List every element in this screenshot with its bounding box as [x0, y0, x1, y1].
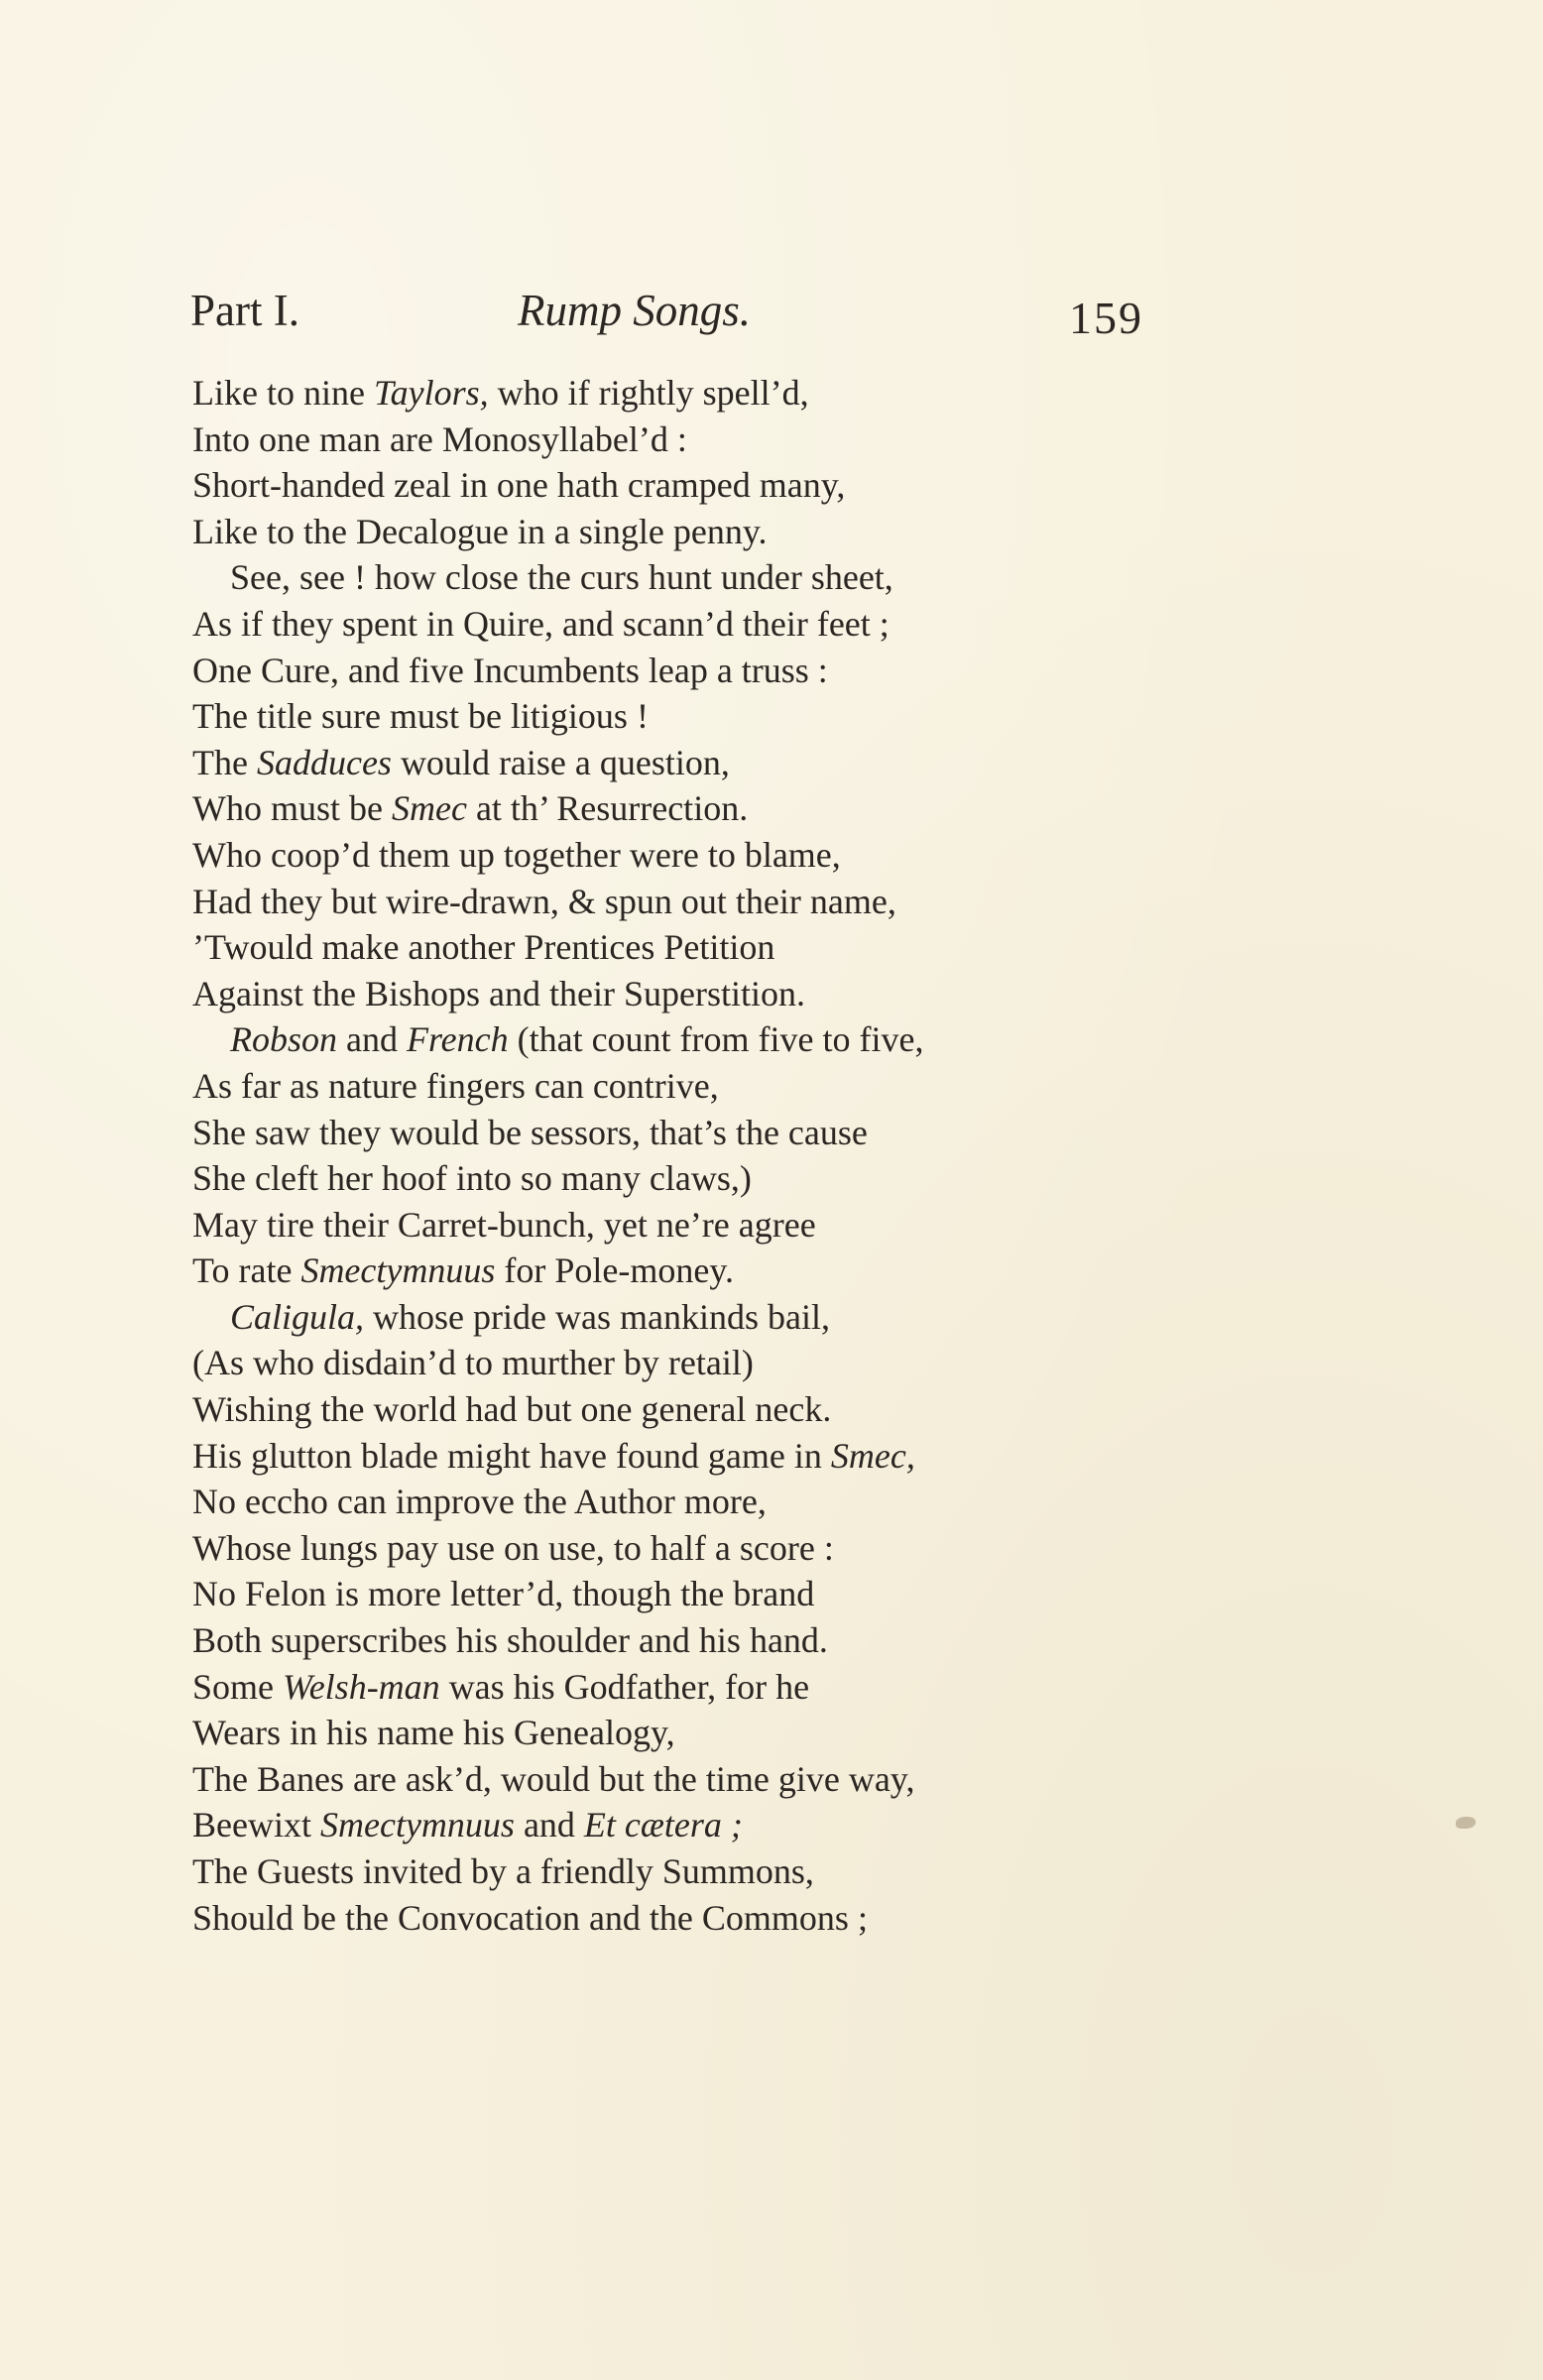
verse-line: [192, 1340, 1144, 1386]
verse-text: Both superscribes his shoulder and his hand.: [192, 1620, 828, 1661]
verse-line: [192, 416, 1144, 463]
page-number: 159: [1069, 293, 1143, 343]
italic-text: Et cætera ;: [583, 1805, 743, 1845]
verse-text: Short-handed zeal in one hath cramped many,: [192, 465, 846, 506]
verse-line: [192, 1664, 1144, 1711]
verse-text: May tire their Carret-bunch, yet ne’re agree: [192, 1204, 816, 1245]
italic-text: Caligula,: [230, 1296, 365, 1337]
verse-text: Beewixt: [192, 1805, 320, 1845]
verse-line: [192, 1433, 1144, 1480]
verse-text: No eccho can improve the Author more,: [192, 1482, 767, 1522]
verse-text: His glutton blade might have found game in: [192, 1435, 831, 1476]
verse-text: The Guests invited by a friendly Summons,: [192, 1851, 814, 1891]
verse-line: [192, 462, 1144, 509]
verse-text: Wears in his name his Genealogy,: [192, 1713, 675, 1753]
verse-text: Into one man are Monosyllabel’d :: [192, 418, 687, 459]
verse-text: The title sure must be litigious !: [192, 696, 649, 737]
verse-body: [192, 370, 1144, 1941]
verse-line: [192, 1155, 1144, 1202]
italic-text: Smectymnuus: [300, 1250, 496, 1291]
verse-line: [192, 1802, 1144, 1848]
verse-text: and: [514, 1805, 584, 1845]
verse-line: [192, 1248, 1144, 1294]
verse-line: [192, 1386, 1144, 1433]
verse-text: The: [192, 742, 257, 782]
verse-text: Whose lungs pay use on use, to half a score :: [192, 1527, 834, 1568]
italic-text: Smec,: [830, 1435, 915, 1476]
verse-line: [192, 509, 1144, 555]
verse-text: Like to the Decalogue in a single penny.: [192, 511, 768, 551]
verse-line: [192, 554, 1144, 601]
verse-line: [192, 879, 1144, 925]
verse-text: One Cure, and five Incumbents leap a truss :: [192, 650, 828, 690]
verse-line: [192, 1895, 1144, 1942]
verse-text: See, see ! how close the curs hunt under sheet,: [230, 557, 893, 598]
verse-line: [192, 1571, 1144, 1617]
italic-text: Welsh-man: [283, 1666, 440, 1707]
verse-text: Should be the Convocation and the Commons ;: [192, 1897, 868, 1938]
verse-line: [192, 1110, 1144, 1156]
verse-line: [192, 1525, 1144, 1572]
verse-text: ’Twould make another Prentices Petition: [192, 927, 775, 968]
italic-text: Sadduces: [256, 742, 392, 782]
verse-text: Like to nine: [192, 373, 374, 413]
verse-line: [192, 785, 1144, 832]
verse-line: [192, 1202, 1144, 1249]
verse-text: Against the Bishops and their Superstition.: [192, 973, 805, 1013]
running-title: Rump Songs.: [518, 286, 751, 335]
verse-line: [192, 601, 1144, 648]
verse-text: and: [337, 1019, 407, 1060]
verse-text: whose pride was mankinds bail,: [364, 1296, 830, 1337]
verse-text: was his Godfather, for he: [439, 1666, 810, 1707]
verse-text: Who coop’d them up together were to blame,: [192, 834, 841, 875]
verse-text: Had they but wire-drawn, & spun out their name,: [192, 881, 896, 921]
verse-line: [192, 1710, 1144, 1756]
verse-text: Some: [192, 1666, 284, 1707]
verse-text: The Banes are ask’d, would but the time give way,: [192, 1758, 915, 1799]
verse-text: at th’ Resurrection.: [466, 788, 749, 829]
verse-text: To rate: [192, 1250, 301, 1291]
verse-line: [192, 971, 1144, 1017]
italic-text: Robson: [230, 1019, 337, 1060]
verse-line: [192, 1756, 1144, 1803]
verse-text: for Pole-money.: [495, 1250, 734, 1291]
italic-text: French: [406, 1019, 509, 1060]
verse-line: [192, 1294, 1144, 1341]
verse-text: Wishing the world had but one general neck.: [192, 1389, 832, 1430]
running-head: [190, 276, 1142, 345]
verse-text: (that count from five to five,: [508, 1019, 924, 1060]
verse-line: [192, 1617, 1144, 1664]
verse-line: [192, 924, 1144, 971]
ink-speck: [1456, 1817, 1476, 1829]
verse-text: As far as nature fingers can contrive,: [192, 1065, 719, 1106]
verse-line: [192, 370, 1144, 416]
verse-text: She cleft her hoof into so many claws,): [192, 1158, 752, 1199]
verse-text: would raise a question,: [391, 742, 730, 782]
verse-line: [192, 1063, 1144, 1110]
part-label: Part I.: [190, 286, 299, 335]
verse-line: [192, 1848, 1144, 1895]
verse-line: [192, 740, 1144, 786]
verse-line: [192, 832, 1144, 879]
verse-text: No Felon is more letter’d, though the brand: [192, 1574, 815, 1614]
verse-line: [192, 693, 1144, 740]
verse-line: [192, 648, 1144, 694]
verse-text: As if they spent in Quire, and scann’d their feet ;: [192, 603, 890, 644]
verse-text: She saw they would be sessors, that’s the cause: [192, 1112, 868, 1152]
italic-text: Smec: [391, 788, 467, 829]
italic-text: Taylors,: [373, 373, 489, 413]
verse-text: who if rightly spell’d,: [488, 373, 809, 413]
verse-text: Who must be: [192, 788, 392, 829]
verse-line: [192, 1479, 1144, 1525]
verse-text: (As who disdain’d to murther by retail): [192, 1343, 754, 1383]
italic-text: Smectymnuus: [319, 1805, 515, 1845]
verse-line: [192, 1016, 1144, 1063]
